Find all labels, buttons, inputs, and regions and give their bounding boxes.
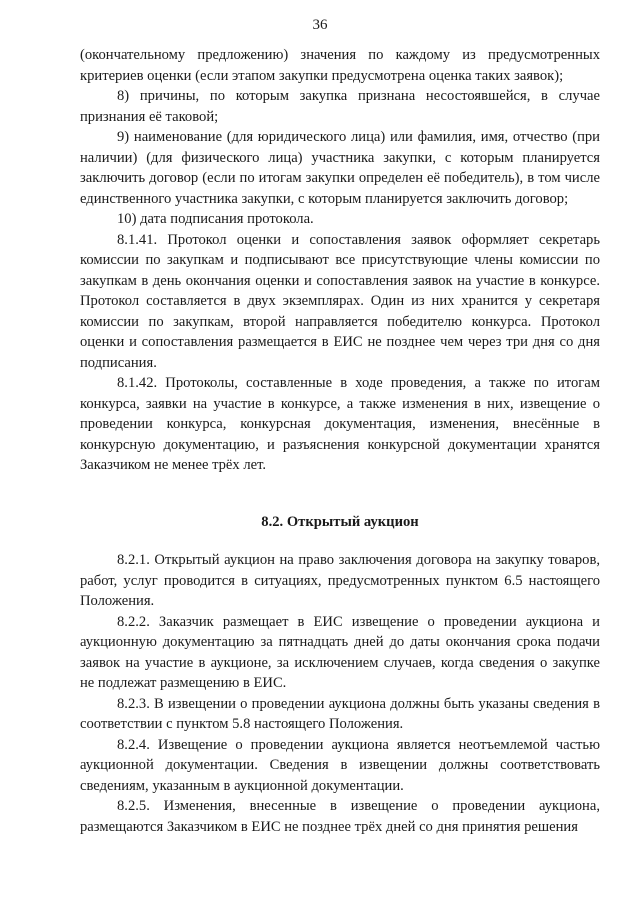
paragraph-criteria-continuation: (окончательному предложению) значения по каждому из предусмотренных критериев оценки (если этапом закупки предусмотрена оценка таких заявок); [80, 47, 600, 84]
paragraph-item-9: 9) наименование (для юридического лица) или фамилия, имя, отчество (при наличии) (для физического лица) участника закупки, с которым планируется заключить договор (если по итогам закупки определен её победитель), в том числе единственного участника закупки, с которым планируется заключить договор; [80, 129, 600, 207]
paragraph-8-1-41: 8.1.41. Протокол оценки и сопоставления заявок оформляет секретарь комиссии по закупкам и подписывают все присутствующие члены комиссии по закупкам в день окончания оценки и сопоставления заявок на участие в конкурсе. Протокол составляется в двух экземплярах. Один из них хранится у секретаря комиссии по закупкам, второй направляется победителю конкурса. Протокол оценки и сопоставления размещается в ЕИС не позднее чем через три дня со дня подписания. [80, 231, 600, 371]
section-heading: 8.2. Открытый аукцион [261, 513, 419, 530]
spacer [80, 532, 600, 550]
paragraph-item-8: 8) причины, по которым закупка признана несостоявшейся, в случае признания её таковой; [80, 88, 600, 125]
paragraph-8-2-1: 8.2.1. Открытый аукцион на право заключения договора на закупку товаров, работ, услуг проводится в ситуациях, предусмотренных пунктом 6.5 настоящего Положения. [80, 552, 600, 609]
paragraph-8-1-42: 8.1.42. Протоколы, составленные в ходе проведения, а также по итогам конкурса, заявки на участие в конкурсе, а также изменения в них, извещение о проведении конкурса, конкурсная документация, изменения, внесённые в конкурсную документацию, и разъяснения конкурсной документации хранятся Заказчиком не менее трёх лет. [80, 375, 600, 473]
page-number: 36 [312, 17, 328, 33]
document-body [80, 45, 600, 837]
paragraph-8-2-3: 8.2.3. В извещении о проведении аукциона должны быть указаны сведения в соответствии с пунктом 5.8 настоящего Положения. [80, 695, 600, 732]
paragraph-8-2-2: 8.2.2. Заказчик размещает в ЕИС извещение о проведении аукциона и аукционную документацию за пятнадцать дней до даты окончания срока подачи заявок на участие в аукционе, за исключением случаев, когда сведения о закупке не подлежат размещению в ЕИС. [80, 613, 600, 691]
spacer [80, 476, 600, 512]
paragraph-8-2-5: 8.2.5. Изменения, внесенные в извещение о проведении аукциона, размещаются Заказчиком в ЕИС не позднее трёх дней со дня принятия решения [80, 798, 600, 835]
paragraph-item-10: 10) дата подписания протокола. [117, 211, 314, 227]
paragraph-8-2-4: 8.2.4. Извещение о проведении аукциона является неотъемлемой частью аукционной документации. Сведения в извещении должны соответствовать сведениям, указанным в аукционной документации. [80, 736, 600, 794]
